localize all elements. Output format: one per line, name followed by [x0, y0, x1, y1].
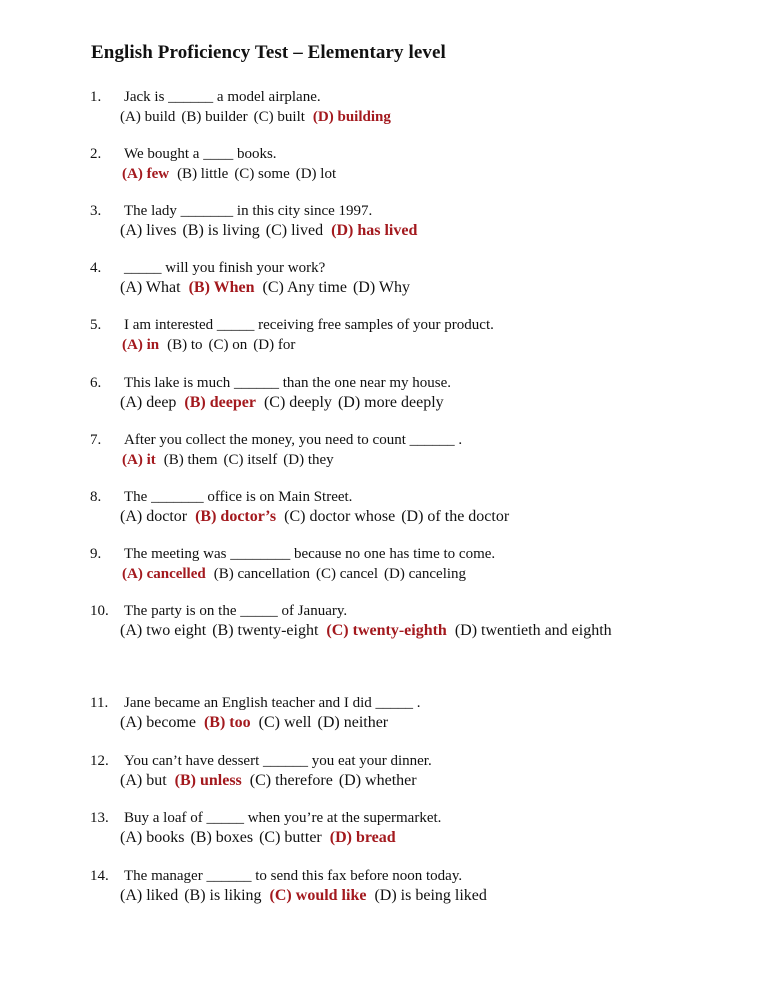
answer-option: (A) deep: [120, 394, 177, 411]
question-number: 6.: [90, 375, 102, 391]
correct-answer-option: (B) deeper: [184, 394, 256, 411]
correct-answer-option: (C) twenty-eighth: [326, 622, 447, 639]
correct-answer-option: (D) building: [312, 109, 391, 125]
answer-option: (D) neither: [317, 714, 389, 731]
answer-option: (C) therefore: [249, 772, 333, 789]
answer-option: (B) is living: [182, 222, 260, 239]
options-row: [120, 221, 425, 241]
answer-option: (D) more deeply: [337, 394, 444, 411]
answer-option: (D) is being liked: [374, 887, 487, 904]
correct-answer-option: (C) would like: [269, 887, 367, 904]
correct-answer-option: (A) cancelled: [122, 566, 206, 582]
correct-answer-option: (B) unless: [174, 772, 242, 789]
correct-answer-option: (A) few: [122, 166, 170, 182]
question-text: The _______ office is on Main Street.: [124, 489, 353, 505]
question-text: I am interested _____ receiving free samples of your product.: [124, 317, 494, 333]
correct-answer-option: (B) When: [188, 279, 255, 296]
question-text: This lake is much ______ than the one near my house.: [124, 375, 452, 391]
answer-option: (B) cancellation: [213, 566, 310, 582]
answer-option: (A) build: [120, 109, 176, 125]
question-text: Jack is ______ a model airplane.: [124, 89, 321, 105]
correct-answer-option: (D) bread: [329, 829, 396, 846]
answer-option: (D) whether: [338, 772, 417, 789]
answer-option: (B) twenty-eight: [212, 622, 319, 639]
answer-option: (A) What: [120, 279, 181, 296]
answer-option: (D) twentieth and eighth: [454, 622, 612, 639]
options-row: [120, 450, 340, 470]
answer-option: (C) some: [234, 166, 290, 182]
options-row: [120, 107, 399, 127]
answer-option: (A) liked: [120, 887, 179, 904]
answer-option: (A) lives: [120, 222, 177, 239]
options-row: [120, 771, 423, 791]
question-number: 13.: [90, 810, 109, 826]
options-row: [120, 713, 394, 733]
answer-option: (C) Any time: [262, 279, 347, 296]
answer-option: (B) little: [177, 166, 229, 182]
answer-option: (C) built: [253, 109, 305, 125]
options-row: [120, 621, 618, 641]
correct-answer-option: (B) doctor’s: [195, 508, 277, 525]
answer-option: (C) well: [258, 714, 312, 731]
question-number: 10.: [90, 603, 109, 619]
answer-option: (C) cancel: [315, 566, 378, 582]
answer-option: (B) them: [163, 452, 218, 468]
correct-answer-option: (D) has lived: [331, 222, 418, 239]
options-row: [120, 886, 493, 906]
question-text: _____ will you finish your work?: [124, 260, 326, 276]
question-number: 12.: [90, 753, 109, 769]
answer-option: (C) lived: [265, 222, 324, 239]
answer-option: (D) Why: [352, 279, 410, 296]
answer-option: (B) is liking: [184, 887, 262, 904]
answer-option: (A) books: [120, 829, 185, 846]
options-row: [120, 278, 416, 298]
question-text: Buy a loaf of _____ when you’re at the supermarket.: [124, 810, 442, 826]
question-text: The lady _______ in this city since 1997.: [124, 203, 373, 219]
question-number: 14.: [90, 868, 109, 884]
answer-option: (B) to: [167, 337, 203, 353]
answer-option: (C) itself: [223, 452, 278, 468]
options-row: [120, 564, 472, 584]
question-text: We bought a ____ books.: [124, 146, 277, 162]
answer-option: (C) on: [208, 337, 248, 353]
question-number: 9.: [90, 546, 102, 562]
question-number: 7.: [90, 432, 102, 448]
question-number: 3.: [90, 203, 102, 219]
answer-option: (D) of the doctor: [401, 508, 510, 525]
question-text: The meeting was ________ because no one has time to come.: [124, 546, 496, 562]
question-text: The party is on the _____ of January.: [124, 603, 348, 619]
answer-option: (D) they: [283, 452, 334, 468]
answer-option: (D) lot: [295, 166, 337, 182]
question-text: After you collect the money, you need to count ______ .: [124, 432, 463, 448]
page-title: English Proficiency Test – Elementary level: [91, 42, 446, 63]
correct-answer-option: (A) in: [122, 337, 160, 353]
options-row: [120, 393, 450, 413]
question-number: 11.: [90, 695, 109, 711]
question-number: 5.: [90, 317, 102, 333]
answer-option: (C) doctor whose: [284, 508, 396, 525]
question-number: 1.: [90, 89, 102, 105]
answer-option: (A) doctor: [120, 508, 188, 525]
answer-option: (A) two eight: [120, 622, 207, 639]
question-text: You can’t have dessert ______ you eat your dinner.: [124, 753, 432, 769]
answer-option: (B) boxes: [190, 829, 254, 846]
correct-answer-option: (B) too: [203, 714, 251, 731]
question-number: 4.: [90, 260, 102, 276]
answer-option: (C) deeply: [263, 394, 332, 411]
answer-option: (B) builder: [181, 109, 248, 125]
options-row: [120, 164, 342, 184]
options-row: [120, 507, 515, 527]
answer-option: (D) for: [253, 337, 296, 353]
answer-option: (D) canceling: [384, 566, 467, 582]
question-text: Jane became an English teacher and I did _____ .: [124, 695, 421, 711]
answer-option: (C) butter: [259, 829, 322, 846]
options-row: [120, 335, 301, 355]
question-text: The manager ______ to send this fax before noon today.: [124, 868, 463, 884]
options-row: [120, 828, 404, 848]
answer-option: (A) but: [120, 772, 167, 789]
answer-option: (A) become: [120, 714, 196, 731]
question-number: 2.: [90, 146, 102, 162]
correct-answer-option: (A) it: [122, 452, 156, 468]
question-number: 8.: [90, 489, 102, 505]
